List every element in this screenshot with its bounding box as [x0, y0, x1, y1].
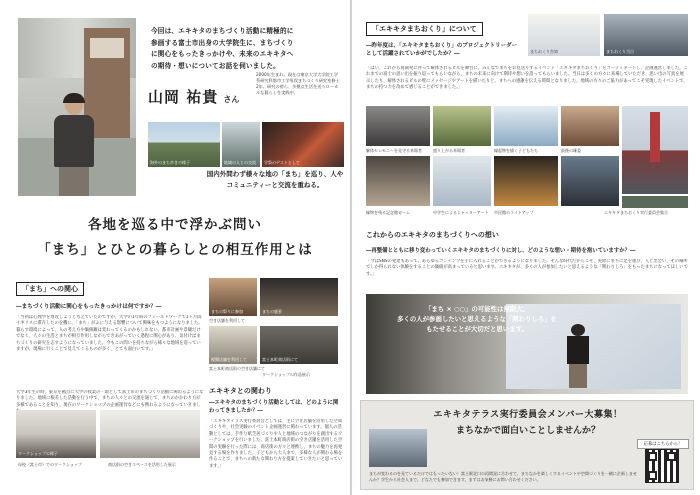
section-body: 「今はSNSの発達もあって、あらゆるコンテンツを手に入れることができるようになりました。そんな時代だからこそ、実際にまちに足を運び、人と出会い、その場所でしか得られない体験をすることの価値が高まっていると思います。エキキタが、多くの人が参加したいと思えるような「関わりしろ」をもったまちになってほしいです。」: [366, 259, 688, 277]
grid-photo-7: [494, 156, 558, 206]
intro-line: の期待・想いについてお話を伺いました。: [151, 61, 280, 70]
interviewee-name: [148, 86, 239, 107]
grid-photo-6: [433, 156, 491, 206]
grid-photo-tower: [622, 106, 688, 194]
qr-label: 応募はこちらから！: [637, 439, 689, 449]
photo-top-right-1: [528, 14, 600, 56]
quote-line: 多くの人が参画したいと思えるような「関わりしろ」を: [397, 315, 557, 323]
recruit-title: エキキタテラス実行委員会メンバー大募集！: [433, 410, 623, 420]
headline-band: [0, 207, 350, 265]
caption: 富士本町商店街の空き店舗にて: [209, 366, 265, 371]
group-photo: [622, 196, 688, 208]
section-title: これからのエキキタのまちづくりへの想い: [366, 231, 499, 239]
photo-label: まちの祭りに参加: [211, 309, 243, 314]
intro-line: 参画する富士市出身の大学院生に、まちづくり: [151, 38, 294, 47]
caption: 盛り上がる来場者: [433, 148, 465, 153]
photo-label: ワークショップの様子: [18, 451, 58, 456]
photo-caption: 国内外問わず様々な地の「まち」を巡り、人やコミュニティーと交流を重ねる。: [206, 170, 344, 189]
headline-line-2: 「まち」とひとの暮らしとの相互作用とは: [37, 242, 313, 258]
grid-photo-4: [561, 106, 619, 146]
photo-top-right-2: [604, 14, 688, 56]
feature-photo: [366, 294, 688, 394]
photo-mid-4: [260, 326, 338, 364]
caption: エキキタまちおくり実行委員会集合: [604, 210, 668, 215]
headline-line-1: 各地を巡る中で浮かぶ問い: [88, 217, 262, 233]
section-body: 「エキキタテラス実行委員会としては、主に空き店舗を活用した空間づくりや、社会実験のイベント企画運営に関わっています。個人の活動としては、手作り紙芝居づくりや人と地域のつながりを創出するワークショップを行いました。富士本町商店街の空き店舗を活用した空間の実験を行った際には、商店街の方々と連携し、まちの魅力を再発見する場を作りました。子どもから大人まで、多様な人が関わる場を作ることで、まちへの新たな関わり方を提案していきたいと思っています。」: [209, 419, 343, 469]
section-future: [366, 230, 688, 285]
photo-mid-2: [260, 278, 338, 316]
right-page: [352, 0, 700, 495]
photo-bottom-1: [16, 410, 96, 458]
caption: 商店街の空きスペースを活用した展示: [108, 462, 176, 467]
caption: 縁物を残る記念館ガーム: [366, 210, 410, 215]
grid-photo-1: [366, 106, 430, 146]
recruit-subtitle: まちなかで面白いことしませんか？: [455, 426, 600, 436]
section-title: 「エキキタまちおくり」について: [366, 22, 483, 36]
name-text: 山岡 祐貴: [148, 88, 219, 106]
photo-label: まちおくり告知: [530, 49, 558, 54]
qr-code-icon[interactable]: [645, 449, 679, 483]
section-body-2: 大学3年生の時、東京を拠点に大学の授業の一環として富士市のまちづくり活動に関わるようになりました。地域に根差した活動を行う中で、まちの人々との交流を通じて、まちのかかわり方が多様であることを知り、現在のワークショップの企画運営などにも携わるようになっていきまし: [16, 390, 204, 408]
bio-text: 2000年生まれ。現在は東京大学大学院工学系研究科都市工学専攻まちづくり研究室修士2年。研究の傍ら、多拠点生活を送りローカルな暮らしを実践中。: [256, 72, 340, 95]
photo-label: 富士本町商店街にて: [262, 357, 298, 362]
photo-mid-1: [209, 278, 257, 316]
caption: 空き店舗を利用して: [209, 318, 245, 323]
section-question: ―昨年度は、「エキキタまちおくり」のプロジェクトリーダーとして活躍されていかがでしたか？―: [366, 43, 518, 57]
caption: 解体セレモニーを見守る来場者: [366, 148, 422, 153]
section-ekikita-relation: [209, 386, 343, 491]
caption: 母校（富士市）でのワークショップ: [18, 462, 82, 467]
photo-label: まちの風景: [262, 309, 282, 314]
section-machi-interest: [16, 276, 204, 422]
section-question: ―エキキタのまちづくり活動としては、どのように関わってきましたか？―: [209, 400, 339, 414]
photo-label: 地域の人との交流: [224, 160, 256, 165]
recruit-photo: [369, 429, 427, 467]
photo-label: 模擬店舗を利用して: [211, 357, 247, 362]
caption: ワークショップの作品展示: [262, 372, 310, 377]
grid-photo-5: [366, 156, 430, 206]
photo-strip-1: [148, 122, 220, 167]
grid-photo-8: [561, 156, 619, 206]
section-body: 「当初は心理学を専攻しようと考えていたのですが、大学の1年時のフィールドワークで1ヶ月間イギリスに滞在したのを機に、「まち」がふに与える影響について興味をもつようになりました。暮らす環境によって、人の考え方や価値観は変わってくるのかもしれない。都市計画や景観だけでなく、人々の生活とまちが相互作用しながらできあがっていく過程に関心があり、気付けばまちづくりの研究を志すようになっていました。今もこの問いを持ちながら様々な地域を巡っていますが、現場に行くことで見えてくるものが多く、とても面白いです。」: [16, 315, 203, 353]
section-machiokuri: [366, 16, 522, 58]
intro-line: に関心をもったきっかけや、未来のエキキタへ: [151, 50, 294, 59]
section-question: ―再整備とともに移り変わっていくエキキタのまちづくりに対し、どのような想い・期待を抱いていますか？―: [366, 248, 636, 254]
feature-quote: [372, 304, 582, 334]
section-title: エキキタとの関わり: [209, 387, 272, 395]
photo-label: まちおくり当日: [606, 49, 634, 54]
intro-text: [151, 26, 343, 72]
grid-photo-3: [494, 106, 558, 146]
photo-strip-3: [262, 122, 344, 167]
photo-label: 海外のまち歩きの様子: [150, 160, 190, 165]
section-question: ―まちづくり活動に関心をもったきっかけは何ですか？―: [16, 304, 162, 310]
section-title: 「まち」への関心: [16, 282, 84, 296]
quote-line: もたせることが大切だと思います。: [426, 325, 528, 333]
caption: 中学生によるシャッターアート: [433, 210, 489, 215]
honorific-text: さん: [223, 95, 240, 104]
photo-mid-3: [209, 326, 257, 364]
grid-photo-2: [433, 106, 491, 146]
recruit-box: [360, 400, 694, 490]
photo-bottom-2: [100, 410, 200, 458]
photo-strip-2: [222, 122, 260, 167]
caption: 市民館のライトアップ: [494, 210, 534, 215]
portrait-photo: [18, 18, 136, 196]
caption: 縁起物を描く子どもたち: [494, 148, 538, 153]
recruit-body: まちが変わるのを見ているだけではもったいない！富士駅北口の再開発に合わせて、まちなかを楽しくするイベントや空間づくりを一緒に企画しませんか？学生から社会人まで、どなたでも参加できます。まずはお気軽にお問い合わせください。: [369, 471, 637, 482]
photo-label: 学祭のゲストとして: [264, 160, 300, 165]
quote-line: 「まち × ○○」の可能性は無限大。: [424, 305, 530, 313]
intro-line: 今回は、エキキタのまちづくり活動に精極的に: [151, 27, 294, 35]
section-body: 「はい、これから再開発に伴って解体されるビルを舞台に、みんなでまちをお見送りするイベント「エキキタまちおくり」をコーディネートし、企画運営しました。これまでの富士の思い出を振り返ってもらいながら、まちの未来に向けて期待や想いを語ってもらいました。当日は多くの方々に来場していただき、思い出の写真を展示したり、解体されるビルの壁にメッセージやアートを描いたりと、まちへの感謝を伝える時間となりました。地域の方々のご協力があってこそ実現したイベントで、まちの持つ力を改めて感じることができました。」: [366, 66, 688, 91]
caption: 最後の雄姿: [561, 148, 581, 153]
